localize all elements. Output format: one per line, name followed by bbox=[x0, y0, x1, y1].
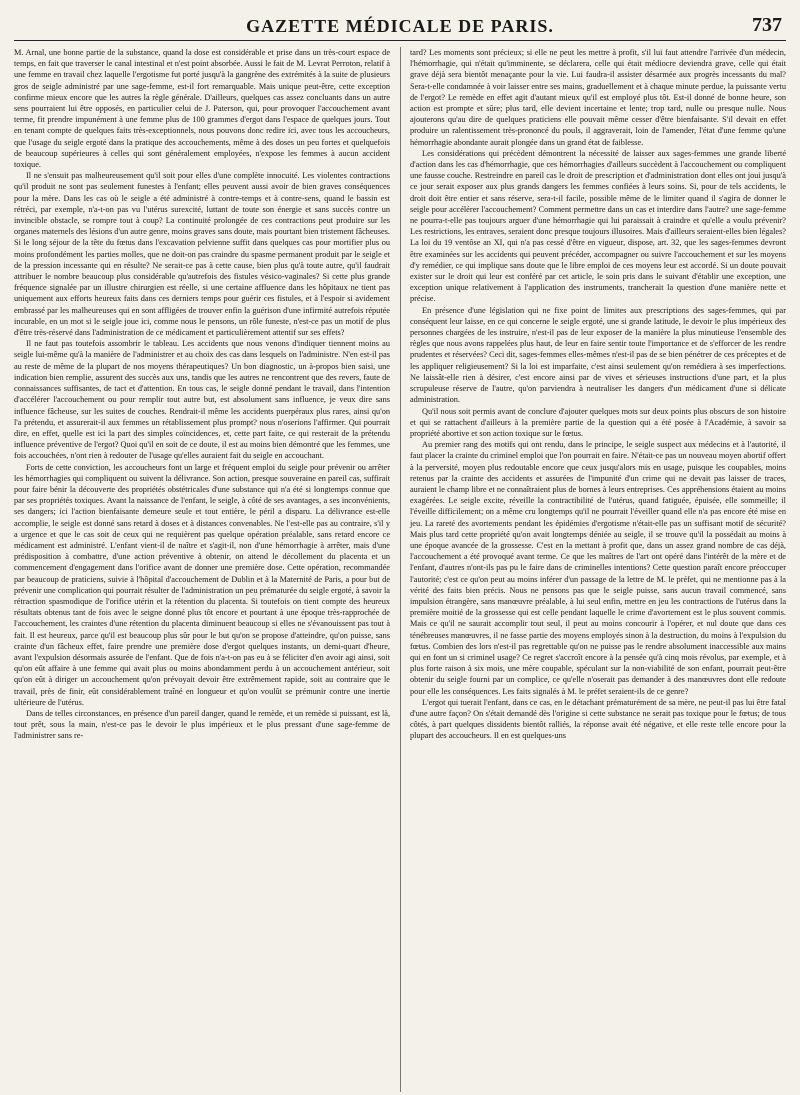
left-column bbox=[14, 47, 390, 1092]
text-columns bbox=[14, 47, 786, 1092]
paragraph: Au premier rang des motifs qui ont rendu, dans le principe, le seigle suspect aux médecins et à l'autorité, il faut placer la crainte du criminel emploi que l'on pourrait en faire. N'était-ce pas un nouveau moyen abortif offert à la perversité, moyen plus redoutable encore que ceux jusqu'alors mis en usage, puisque les coupables, moins retenus par la crainte des accidents et assurées de l'impunité d'un crime qui ne devait pas laisser de traces, auraient le champ libre et ne connaîtraient plus de bornes à leurs entreprises. Ces appréhensions étaient au moins exagérées. Le seigle excite, réveille la contractibilité de l'utérus, quand fatiguée, épuisée, elle sommeille; il l'éveille difficilement; on a même cru longtemps qu'il ne pourrait l'éveiller quand elle n'a pas encore été mise en jeu. La rareté des avortements pendant les épidémies d'ergotisme n'était-elle pas un suffisant motif de sécurité? Mais plus tard cette propriété qu'on avait longtemps déniée au seigle, il se trouve qu'il la possédait au moins à une époque avancée de la grossesse. C'est en la mettant à profit que, dans un assez grand nombre de cas déjà, l'accouchement a été provoqué avant terme. Ce que les maîtres de l'art ont opéré dans l'intérêt de la mère et de l'enfant, d'autres n'ont-ils pas pu le faire dans de criminelles intentions? Cette question paraît encore préoccuper l'autorité; c'est ce qu'on peut au moins inférer d'un passage de la lettre de M. le préfet, qui ne mentionne pas à la vérité des faits bien précis. Nous ne pensons pas que le seigle puisse, sans aucun travail commencé, sans impulsion étrangère, sans manœuvre préalable, à lui seul enfin, mettre en jeu les contractions de l'utérus dans la première moitié de la grossesse qui est celle pendant laquelle le crime d'avortement est le plus souvent commis. Mais ce qu'il ne saurait accomplir tout seul, il peut au moins concourir à l'opérer, et nul doute que dans ces ténébreuses manœuvres, il ne fasse partie des moyens employés sinon à la destruction, du moins à l'expulsion du fœtus. Combien des lors n'est-il pas regrettable qu'on ne puisse pas le rendre absolument inaccessible aux mains qui en font un si criminel usage? Ce regret s'accroît encore à la pensée qu'à cinq mois révolus, par exemple, et à plus forte raison à six mois, une mère coupable, spéculant sur la non-viabilité de son enfant, pourrait peut-être obtenir du seigle fourni par un complice, ce qu'elle n'oserait pas demander à des manœuvres dont elle redoute pour elle les conséquences. Les faits signalés à M. le préfet seraient-ils de ce genre? bbox=[410, 440, 786, 696]
paragraph: Les considérations qui précèdent démontrent la nécessité de laisser aux sages-femmes une grande liberté d'action dans les cas d'hémorrhagie, que ces hémorrhagies d'ailleurs succèdent à l'accouchement ou compliquent une fausse couche. Restreindre en pareil cas le droit de prescription et d'administration dont elles ont joui jusqu'à ce jour serait exposer aux plus grands dangers les femmes confiées à leurs soins. Si, pour de tels accidents, le droit doit être entier et sans réserve, sera-t-il facile, possible même de le limiter quand il s'agira de donner le seigle pour accélérer l'accouchement? Comment permettre dans un cas et interdire dans l'autre? une sage-femme ne pourra-t-elle pas toujours arguer d'une hémorrhagie qui lui paraissait à craindre et qu'elle a voulu prévenir? Les restrictions, les entraves, seraient donc presque toujours illusoires. Mais d'ailleurs seraient-elles bien légales? La loi du 19 ventôse an XI, qui n'a pas cessé d'être en vigueur, dispose, art. 32, que les sages-femmes devront être examinées sur les accidents qui peuvent précéder, accompagner ou suivre l'accouchement et sur les moyens d'y remédier, ce qui implique sans doute que le libre emploi de ces moyens leur est accordé. Si un doute pouvait exister sur le droit qui leur est conféré par cet article, le soin pris dans le suivant d'établir une exception, une exception unique relativement à l'application des instruments, trancherait la question d'une manière nette et précise. bbox=[410, 148, 786, 304]
paragraph: M. Arnal, une bonne partie de la substance, quand la dose est considérable et prise dans un très-court espace de temps, en fait que traverser le canal intestinal et n'est point absorbée. Aussi le fait de M. Levrat Perroton, relatif à une femme en travail chez laquelle l'ergotisme fut porté jusqu'à la gangrène des extrémités à la suite de plusieurs gros de seigle administré par une sage-femme, est-il fort remarquable. Mais unique peut-être, cette exception confirme mieux encore que les autres la règle générale. D'ailleurs, quelques cas assez concluants dans un autre sens pourraient lui être opposés, en particulier celui de J. Paterson, qui, pour provoquer l'accouchement avant terme, fit prendre impunément à une femme plus de 100 grammes d'ergot dans l'espace de quelques jours. Tout en tenant compte de quelques faits très-exceptionnels, nous pouvons donc redire ici, avec tous les accoucheurs, que l'usage du seigle ergoté dans la pratique des accouchements, même à des doses un peu fortes et quelquefois de beaucoup supérieures à celles qui sont généralement employées, n'expose les femmes à aucun accident toxique. bbox=[14, 48, 390, 170]
paragraph: Qu'il nous soit permis avant de conclure d'ajouter quelques mots sur deux points plus obscurs de son histoire et qui se rattachent d'ailleurs à la première partie de la question qui a été posée à l'Académie, à savoir sa propriété abortive et son action toxique sur le fœtus. bbox=[410, 406, 786, 438]
paragraph: Dans de telles circonstances, en présence d'un pareil danger, quand le remède, et un remède si puissant, est là, tout prêt, sous la main, n'est-ce pas le devoir le plus impérieux et le plus pressant d'une sage-femme de l'administrer sans re- bbox=[14, 708, 390, 741]
paragraph: En présence d'une législation qui ne fixe point de limites aux prescriptions des sages-femmes, qui par conséquent leur laisse, en ce qui concerne le seigle ergoté, une si grande latitude, le devoir le plus impérieux des personnes chargées de les instruire, n'est-il pas de leur exposer de la manière la plus minutieuse l'ensemble des règles que nous avons rappelées plus haut, de leur en faire sentir toute l'importance et de s'efforcer de les rendre prudentes et réservées? Ceci dit, sages-femmes elles-mêmes n'est-il pas de se bien pénétrer de ces préceptes et de les appliquer religieusement? Si la loi est imparfaite, c'est ainsi seulement qu'on remédiera à ses imperfections. Ne laissât-elle rien à désirer, c'est encore ainsi par de vives et sérieuses instructions d'une part, et la plus scrupuleuse réserve de l'autre, qu'on parviendra à neutraliser les dangers d'un médicament d'une si délicate administration. bbox=[410, 305, 786, 405]
paragraph: tard? Les moments sont précieux; si elle ne peut les mettre à profit, s'il lui faut attendre l'arrivée d'un médecin, l'hémorrhagie, qui n'était qu'imminente, se déclarera, celle qui était médiocre deviendra grave, celle qui était grave déjà sera bientôt menaçante pour la vie. Lui faudra-il assister désarmée aux progrès incessants du mal? Sera-t-elle condamnée à voir laisser entre ses mains, graduellement et à chaque minute perdue, la puissante vertu de l'ergot? Le remède en effet agit d'autant mieux qu'il est employé plus tôt. Est-il donné de bonne heure, son action est prompte et sûre; plus tard, elle devient incertaine et lente; trop tard, nulle ou presque nulle. Nous ajouterons qu'au dire de quelques praticiens elle pouvait même cesser d'être bienfaisante. S'il devait en effet produire un ralentissement très-prononcé du pouls, il aggraverait, loin de l'amender, l'état d'une femme qu'une hémorrhagie abondante aurait plongée dans un grand état de faiblesse. bbox=[410, 48, 786, 147]
paragraph: Il ne s'ensuit pas malheureusement qu'il soit pour elles d'une complète innocuité. Les violentes contractions qu'il produit ne sont pas seulement funestes à l'enfant; elles peuvent aussi avoir de bien graves conséquences pour la mère. Dans les cas où le seigle a été administré à contre-temps et à contre-sens, quand le bassin est rétréci, par exemple, n'a-t-on pas vu l'utérus surexcité, luttant de toute son énergie et sans succès contre un invincible obstacle, se rompre tout à coup? La continuité prolongée de ces contractions peut produire sur les organes maternels des lésions d'un autre genre, moins graves sans doute, mais pourtant bien tristement fâcheuses. Si le long séjour de la tête du fœtus dans l'excavation pelvienne suffit dans quelques cas pour mortifier plus ou moins profondément les parties molles, que ne doit-on pas craindre du spasme permanent produit par le seigle et de la pression incessante qui en résulte? Ne serait-ce pas à cette cause, bien plus qu'à toute autre, qu'il faudrait attribuer le nombre beaucoup plus considérable qu'autrefois des fistules vésico-vaginales? Si cette plus grande fréquence signalée par un illustre chirurgien est réelle, si une certaine affluence dans les hôpitaux ne tient pas uniquement aux efforts heureux faits dans ces derniers temps pour guérir ces fistules, et à l'espoir si avidement embrassé par les malheureuses qui en sont affligées de trouver enfin la guérison d'une infirmité autrefois réputée incurable, en un mot si le seigle joue ici, comme nous le pensons, un rôle funeste, n'est-ce pas un motif de plus d'être très-réservé dans l'administration de ce médicament et particulièrement attentif sur ses effets? bbox=[14, 171, 390, 338]
running-title: GAZETTE MÉDICALE DE PARIS. bbox=[246, 16, 554, 36]
page-number: 737 bbox=[752, 14, 782, 36]
page-header bbox=[14, 10, 786, 41]
paragraph: Il ne faut pas toutefois assombrir le tableau. Les accidents que nous venons d'indiquer tiennent moins au seigle lui-même qu'à la manière de l'administrer et au choix des cas dans lesquels on l'administre. N'en est-il pas au reste de même de la plupart de nos moyens thérapeutiques? Un bon diagnostic, un à-propos bien saisi, une indication bien remplie, assurent des succès aux uns, tandis que les autres ne rencontrent que des revers, faute de connaissances suffisantes, de tact et d'attention. En tous cas, le seigle donné pendant le travail, dans l'intention d'accélérer l'accouchement ou pour remplir tout autre but, est absolument sans influence, je veux dire sans influence fâcheuse, sur les suites de couches. Rendrait-il même les accidents puerpéraux plus rares, ainsi qu'on l'a prétendu, et assurerait-il aux femmes un rétablissement plus prompt? nous n'oserions l'affirmer. Qui pourrait dire, en effet, quelle est ici la part des simples coïncidences, et, cette part faite, ce qui resterait de la prétendu influence préventive de l'ergot? Quoi qu'il en soit de ce doute, il est au moins bien démontré que les femmes, une fois accouchées, n'ont rien à redouter de l'usage qu'elles auraient fait du seigle en accouchant. bbox=[14, 339, 390, 461]
paragraph: L'ergot qui tuerait l'enfant, dans ce cas, en le détachant prématurément de sa mère, ne peut-il pas lui être fatal d'une autre façon? On s'était demandé dès l'origine si cette substance ne serait pas toxique pour le fœtus; de tous côtés, à part quelques dissidents bientôt ralliés, la réponse avait été négative, et elle reste telle encore pour la plupart des accoucheurs. Il en est quelques-uns bbox=[410, 697, 786, 741]
paragraph: Forts de cette conviction, les accoucheurs font un large et fréquent emploi du seigle pour prévenir ou arrêter les hémorrhagies qui compliquent ou suivent la délivrance. Son action, presque souveraine en pareil cas, suffirait pour faire bénir la découverte des propriétés obstétricales d'une substance qui n'a été si longtemps connue que par ses propriétés toxiques. Avant la naissance de l'enfant, le seigle, à côté de ses avantages, a ses inconvénients, ses dangers; ici l'action bienfaisante demeure seule et tout entière, le péril a disparu. La délivrance est-elle accomplie, le seigle est donné sans retard à doses et à distances convenables. Ne l'est-elle pas au contraire, s'il y a urgence et que le cas soit de ceux qui ne requièrent pas quelque opération préalable, sans retard encore ce médicament est administré. L'enfant vient-il de naître et s'agit-il, non d'une hémorrhagie à arrêter, mais d'une prédisposition à combattre, d'une action préventive à obtenir, on attend le décollement du placenta et un commencement d'engagement dans l'orifice avant de donner une première dose. Cette opération, recommandée par beaucoup de praticiens, suivie à l'hôpital d'accouchement de Dublin et à la Maternité de Paris, a pour but de prévenir une complication qui pourrait résulter de l'administration un peu prématurée du seigle ergoté, à savoir la rétraction spasmodique de l'orifice utérin et la rétention du placenta. Si toutefois on tient compte des heureux résultats obtenus tant de fois avec le seigne donné plus tôt encore et pourtant à une époque très-rapprochée de l'accouchement, les craintes d'une rétention du placenta diminuent beaucoup si elles ne s'évanouissent pas tout à fait. Il est heureux, parce qu'il est beaucoup plus sûr pour le but qu'on se propose d'atteindre, qu'on puisse, sans crainte d'un fâcheux effet, faire prendre une première dose d'ergot quelques instants, un demi-quart d'heure, avant l'expulsion désormais assurée de l'enfant. Que de fois n'a-t-on pas eu à se féliciter d'en avoir agi ainsi, soit qu'on eût affaire à une femme qui avait plus ou moins abondamment perdu à un accouchement antérieur, soit qu'on eût à diriger un accouchement qu'on prévoyait devoir être extrêmement rapide, soit au contraire que le travail, près de finir, eût considérablement traîné en longueur et qu'on voulût se prémunir contre une inertie ultérieure de l'utérus. bbox=[14, 462, 390, 707]
right-column bbox=[400, 47, 786, 1092]
